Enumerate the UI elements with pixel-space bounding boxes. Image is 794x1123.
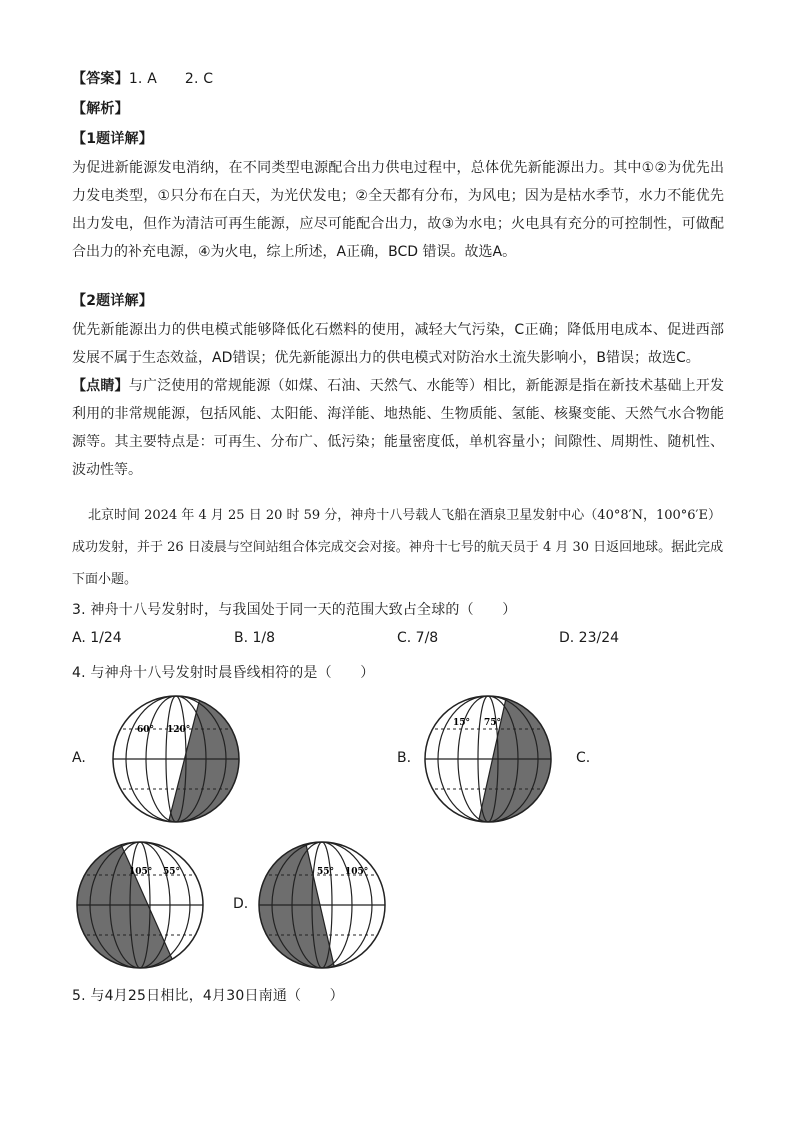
globe-d-left-label: 55°: [317, 867, 335, 877]
q3-option-b[interactable]: B. 1/8: [234, 630, 276, 646]
q4-option-a-label[interactable]: A.: [72, 750, 86, 766]
q2-detail-label: 【2题详解】: [72, 293, 153, 309]
q2-detail-text: 优先新能源出力的供电模式能够降低化石燃料的使用，减轻大气污染，C正确；降低用电成本、促进西部发展不属于生态效益，AD错误；优先新能源出力的供电模式对防治水土流失影响小，B错误；故选C。: [72, 322, 724, 366]
globe-c-right-label: 55°: [163, 867, 181, 877]
answer-text: 1. A 2. C: [128, 71, 214, 87]
q4-option-c-label[interactable]: C.: [576, 750, 591, 766]
globe-a-left-label: 60°: [137, 725, 155, 735]
point-label: 【点睛】: [72, 378, 129, 394]
globe-b-right-label: 75°: [484, 718, 502, 728]
globe-b-left-label: 15°: [453, 718, 471, 728]
q5-text: 5. 与4月25日相比，4月30日南通（ ）: [72, 988, 344, 1004]
analysis-label: 【解析】: [72, 101, 129, 117]
question-stem: 北京时间 2024 年 4 月 25 日 20 时 59 分，神舟十八号载人飞船在酒泉卫星发射中心（40°8′N，100°6′E）成功发射，并于 26 日凌晨与空间站组合体完成交会对接。神舟十七号的航天员于 4 月 30 日返回地球。据此完成下面小题。: [72, 508, 724, 587]
q3-option-d[interactable]: D. 23/24: [559, 630, 620, 646]
answer-label: 【答案】: [72, 71, 129, 87]
globe-c-left-label: 105°: [129, 867, 153, 877]
point-block: [72, 372, 724, 484]
q1-detail-text: 为促进新能源发电消纳，在不同类型电源配合出力供电过程中，总体优先新能源出力。其中①②为优先出力发电类型，①只分布在白天，为光伏发电；②全天都有分布，为风电；因为是枯水季节，水力不能优先出力发电，但作为清洁可再生能源，应尽可能配合出力，故③为水电；火电具有充分的可控制性，可做配合出力的补充电源，④为火电，综上所述，A正确，BCD 错误。故选A。: [72, 160, 724, 260]
globe-d-diagram[interactable]: [257, 840, 387, 970]
point-text: 与广泛使用的常规能源（如煤、石油、天然气、水能等）相比，新能源是指在新技术基础上开发利用的非常规能源，包括风能、太阳能、海洋能、地热能、生物质能、氢能、核聚变能、天然气水合物能源等。其主要特点是：可再生、分布广、低污染；能量密度低，单机容量小；间隙性、周期性、随机性、波动性等。: [72, 378, 725, 478]
globe-b-diagram[interactable]: [423, 694, 553, 824]
q4-option-d-label[interactable]: D.: [233, 896, 249, 912]
q3-text: 3. 神舟十八号发射时，与我国处于同一天的范围大致占全球的（ ）: [72, 602, 517, 618]
q4-text: 4. 与神舟十八号发射时晨昏线相符的是（ ）: [72, 665, 375, 681]
globe-a-right-label: 120°: [167, 725, 191, 735]
globe-a-diagram[interactable]: [111, 694, 241, 824]
q1-detail-label: 【1题详解】: [72, 131, 153, 147]
answer-line: [72, 68, 213, 88]
q3-option-c[interactable]: C. 7/8: [397, 630, 439, 646]
globe-c-diagram[interactable]: [75, 840, 205, 970]
q4-option-b-label[interactable]: B.: [397, 750, 412, 766]
q3-option-a[interactable]: A. 1/24: [72, 630, 122, 646]
globe-d-right-label: 105°: [345, 867, 369, 877]
